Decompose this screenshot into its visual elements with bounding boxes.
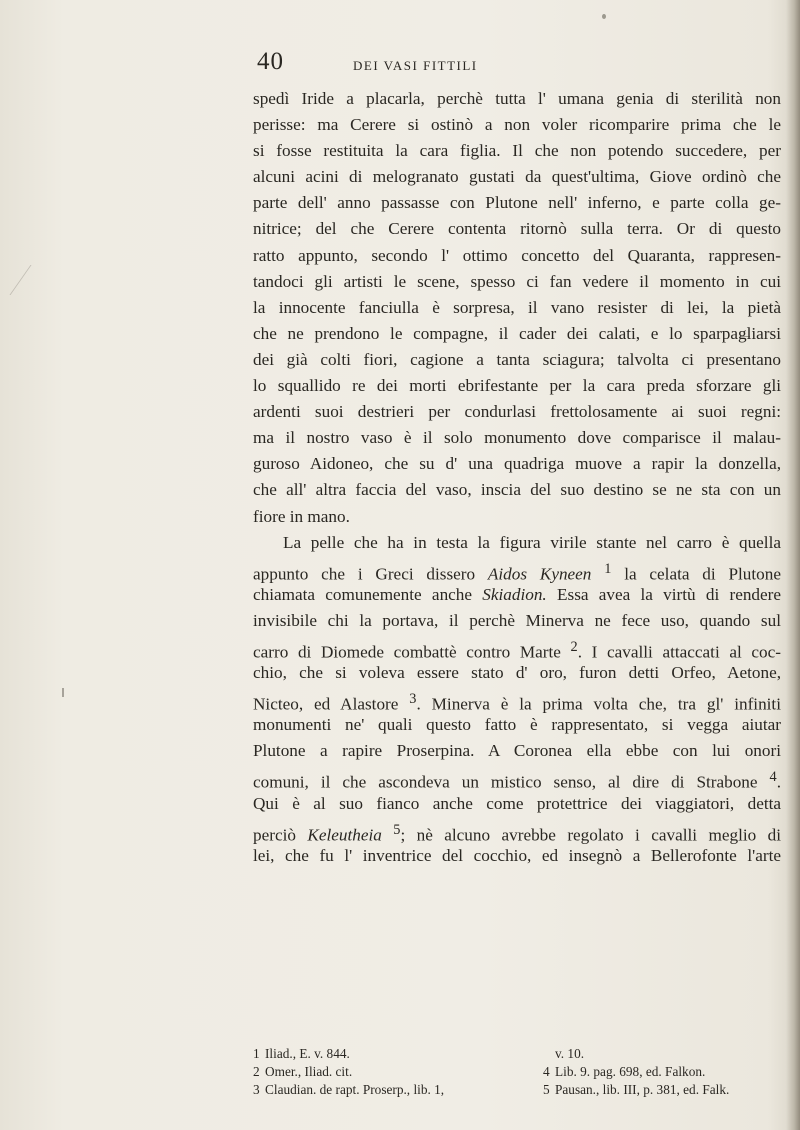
footnote [543, 1045, 781, 1063]
text-line: dei già colti fiori, cagione a tanta sciagura; talvolta ci presentano [253, 349, 781, 369]
text-line: chio, che si voleva essere stato d' oro, furon detti Orfeo, Aetone, [253, 663, 781, 683]
text-line: fiore in mano. [253, 506, 350, 526]
text-line: la innocente fanciulla è sorpresa, il vano resister di lei, la pietà [253, 297, 781, 317]
text-run: la celata di Plutone [624, 564, 781, 584]
text-line: Plutone a rapire Proserpina. A Coronea ella ebbe con lui onori [253, 741, 781, 761]
text-run: chiamata comunemente anche [253, 584, 473, 604]
footnote-number: 5 [543, 1082, 550, 1097]
text-line: La pelle che ha in testa la figura virile stante nel carro è quella [283, 532, 781, 552]
text-line: invisibile chi la portava, il perchè Minerva ne fece uso, quando sul [253, 610, 781, 630]
running-head: DEI VASI FITTILI [353, 58, 478, 73]
text-run: . [776, 773, 781, 793]
text-line: tandoci gli artisti le scene, spesso ci fan vedere il momento in cui [253, 271, 781, 291]
text-line [253, 764, 781, 793]
text-line: spedì Iride a placarla, perchè tutta l' umana genia di sterilità non [253, 89, 781, 108]
text-line: parte dell' anno passasse con Plutone nell' inferno, e parte colla ge- [253, 193, 781, 213]
footnote-number: 1 [253, 1046, 260, 1061]
text-run: ; nè alcuno avrebbe regolato i cavalli meglio di [400, 825, 781, 845]
page-header [0, 44, 800, 78]
text-line [253, 582, 781, 608]
footnote-number: 2 [253, 1064, 260, 1079]
footnote-text: Pausan., lib. III, p. 381, ed. Falk. [555, 1082, 730, 1097]
text-line: alcuni acini di melogranato gustati da quest'ultima, Giove ordinò che [253, 167, 781, 187]
footnote-ref: 1 [604, 560, 612, 577]
text-run: perciò [253, 825, 296, 845]
greek-term: Skiadion. [482, 584, 547, 604]
text-line: monumenti ne' quali questo fatto è rappresentato, si vegga aiutar [253, 715, 781, 735]
footnote-text: v. 10. [555, 1046, 585, 1061]
footnote [253, 1081, 543, 1099]
text-line: nitrice; del che Cerere contenta ritornò sulla terra. Or di questo [253, 219, 781, 239]
footnote-ref: 5 [393, 821, 401, 838]
footnote-text: Lib. 9. pag. 698, ed. Falkon. [555, 1064, 706, 1079]
greek-term: Keleutheia [307, 825, 382, 845]
text-run: . I cavalli attaccati al coc- [577, 642, 782, 662]
footnotes [253, 1045, 781, 1099]
footnote-text: Iliad., E. v. 844. [265, 1046, 350, 1061]
text-line: Qui è al suo fianco anche come protettrice dei viaggiatori, detta [253, 793, 781, 813]
text-line [253, 556, 781, 582]
text-run: comuni, il che ascondeva un mistico senso, al dire di Strabone [253, 773, 758, 793]
text-run: Essa avea la virtù di rendere [557, 584, 782, 604]
footnote-row [253, 1063, 781, 1081]
footnote-number: 4 [543, 1064, 550, 1079]
text-line: lei, che fu l' inventrice del cocchio, ed insegnò a Bellerofonte l'arte [253, 845, 781, 865]
text-run: appunto che i Greci dissero [253, 564, 476, 584]
text-line: ardenti suoi destrieri per condurlasi frettolosamente ai suoi regni: [253, 402, 781, 422]
footnote-row [253, 1045, 781, 1063]
text-run: . Minerva è la prima volta che, tra gl' infiniti [416, 694, 781, 714]
footnote [543, 1063, 781, 1081]
footnote-ref: 2 [570, 638, 578, 655]
text-line: si fosse restituita la cara figlia. Il che non potendo succedere, per [253, 141, 781, 161]
ink-spot [602, 14, 606, 19]
text-line [253, 634, 781, 660]
footnote [543, 1081, 781, 1099]
text-run: carro di Diomede combattè contro Marte [253, 642, 561, 662]
footnote-ref: 3 [409, 691, 417, 708]
text-line: perisse: ma Cerere si ostinò a non voler ricomparire prima che le [253, 115, 781, 135]
text-line: ratto appunto, secondo l' ottimo concetto del Quaranta, rappresen- [253, 245, 781, 265]
text-line: guroso Aidoneo, che su d' una quadriga muove a rapir la donzella, [253, 454, 781, 474]
page-number: 40 [257, 48, 284, 75]
text-line: lo squallido re dei morti ebrifestante per la cara preda sforzare gli [253, 376, 781, 396]
body-text [253, 86, 781, 869]
page-gutter-shadow [786, 0, 800, 1130]
greek-term: Aidos Kyneen [487, 564, 592, 584]
text-run: Nicteo, ed Alastore [253, 694, 399, 714]
footnote [253, 1063, 543, 1081]
margin-tick-mark [62, 688, 64, 697]
text-line: che ne prendono le compagne, il cader dei calati, e lo sparpagliarsi [253, 323, 781, 343]
footnote-number: 3 [253, 1082, 260, 1097]
text-line: ma il nostro vaso è il solo monumento dove comparisce il malau- [253, 428, 781, 448]
footnote-text: Claudian. de rapt. Proserp., lib. 1, [265, 1082, 445, 1097]
text-line: che all' altra faccia del vaso, inscia del suo destino se ne sta con un [253, 480, 781, 500]
footnote-row [253, 1081, 781, 1099]
text-line [253, 817, 781, 843]
text-line [253, 686, 781, 712]
margin-pencil-mark [9, 265, 53, 295]
footnote [253, 1045, 543, 1063]
footnote-text: Omer., Iliad. cit. [265, 1064, 353, 1079]
footnote-ref: 4 [769, 769, 777, 786]
